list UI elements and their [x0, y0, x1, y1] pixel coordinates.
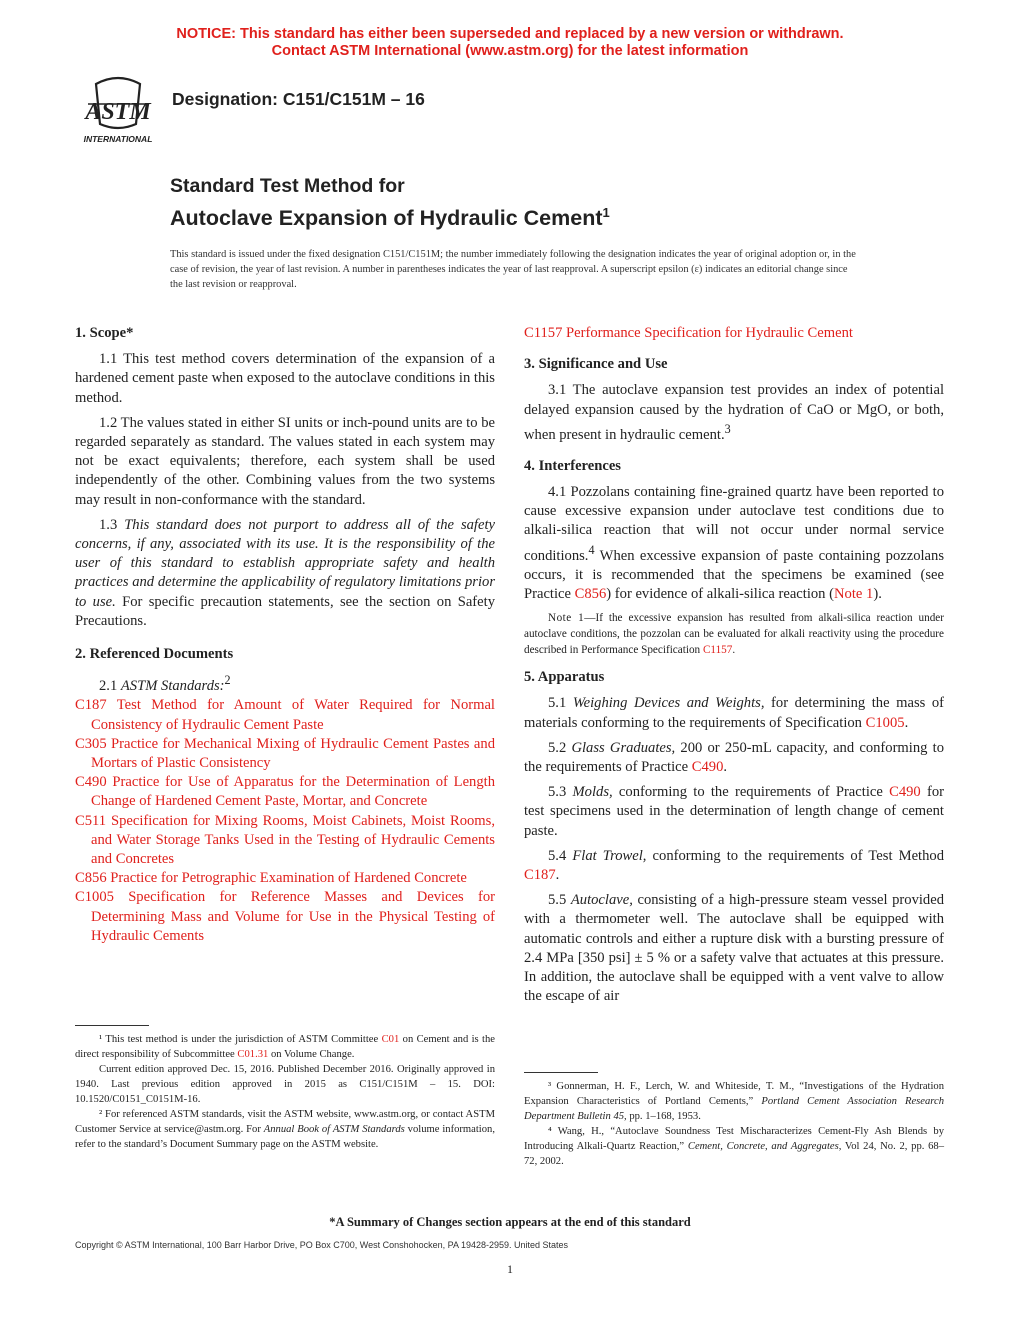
apparatus-5-4-italic: Flat Trowel,: [572, 847, 647, 864]
apparatus-5-1: 5.1 Weighing Devices and Weights, for determining the mass of materials conforming to the requirements of Specification C1005.: [524, 695, 945, 731]
apparatus-5-4-number: 5.4: [548, 847, 573, 864]
link-c856[interactable]: C856: [574, 585, 607, 602]
footnote-1: [75, 1032, 495, 1062]
summary-of-changes-note: *A Summary of Changes section appears at the end of this standard: [329, 1215, 691, 1229]
footnote-1-text-c: on Volume Change.: [268, 1049, 355, 1060]
link-c1005[interactable]: C1005: [865, 714, 905, 731]
apparatus-5-4: 5.4 Flat Trowel, conforming to the requirements of Test Method C187.: [524, 847, 944, 883]
note-1-label: Note 1: [548, 612, 585, 625]
title-line-2: Autoclave Expansion of Hydraulic Cement: [170, 206, 603, 231]
astm-logo: [74, 74, 162, 146]
note-1-text: —If the excessive expansion has resulted from alkali-silica reaction under autoclave conditions, the pozzolan can be evaluated for alkali reactivity using the procedure described in Performance Specification: [524, 612, 944, 657]
ref-c490[interactable]: C490 Practice for Use of Apparatus for the Determination of Length Change of Hardened Cement Paste, Mortar, and Concrete: [75, 774, 495, 810]
left-footnotes: [75, 1025, 495, 1152]
footnote-4-italic: Cement, Concrete, and Aggregates,: [687, 1141, 842, 1152]
refdocs-footnote-ref[interactable]: 2: [224, 673, 231, 688]
link-c01[interactable]: C01: [381, 1034, 400, 1045]
apparatus-5-3: [524, 783, 944, 841]
interferences-text-d: ).: [873, 585, 882, 602]
apparatus-5-2: 5.2 Glass Graduates, 200 or 250-mL capacity, and conforming to the requirements of Practice C490.: [524, 739, 944, 775]
apparatus-5-2-number: 5.2: [548, 739, 572, 756]
footnote-rule: [75, 1025, 149, 1026]
link-note-1[interactable]: Note 1: [834, 585, 874, 602]
apparatus-5-5: [524, 891, 944, 1006]
footnote-2: [75, 1107, 495, 1152]
link-c490-molds[interactable]: C490: [889, 784, 921, 801]
apparatus-5-3-tail: for test specimens used in the determination of length change of cement paste.: [524, 784, 944, 839]
apparatus-5-5-number: 5.5: [548, 892, 571, 909]
footnote-1-edition: Current edition approved Dec. 15, 2016. Published December 2016. Originally approved in 1940. Last previous edition approved in 2015 as C151/C151M – 15. DOI: 10.1520/C0151_C0151M-16.: [75, 1064, 495, 1105]
note-1: [524, 610, 944, 658]
copyright: Copyright © ASTM International, 100 Barr Harbor Drive, PO Box C700, West Conshohocken, PA 19428-2959. United States: [75, 1240, 569, 1250]
footnote-rule-right: [524, 1072, 598, 1073]
astm-logo-mark: [83, 78, 152, 128]
footnote-3-text-a: ³ Gonnerman, H. F., Lerch, W. and Whiteside, T. M., “Investigations of the Hydration Expansion Characteristics of Portland Cements,”: [524, 1081, 944, 1107]
apparatus-5-3-number: 5.3: [548, 784, 573, 801]
interferences-text-a: 4.1 Pozzolans containing fine-grained quartz have been reported to cause excessive expansion under autoclave test conditions due to alkali-silica reaction that will not occur under normal service conditions.: [524, 484, 944, 564]
ref-c856[interactable]: C856 Practice for Petrographic Examination of Hardened Concrete: [75, 870, 467, 887]
designation: Designation: C151/C151M – 16: [172, 89, 425, 109]
left-column: [75, 324, 495, 946]
interferences-footnote-ref[interactable]: 4: [588, 542, 595, 557]
interferences-text-b: When excessive expansion of paste containing pozzolans occurs, it is recommended that the specimens be examined (see Practice: [524, 547, 944, 602]
title-footnote-ref[interactable]: 1: [602, 205, 610, 220]
notice-line-2: Contact ASTM International (www.astm.org) for the latest information: [271, 43, 749, 59]
page-number: 1: [507, 1262, 513, 1276]
footnote-3-text-b: pp. 1–168, 1953.: [626, 1111, 701, 1122]
footnote-3-italic: Portland Cement Association Research Department Bulletin 45,: [524, 1096, 944, 1122]
apparatus-5-1-text: for determining the mass of materials conforming to the requirements of Specification: [524, 695, 945, 731]
footnote-1-text-a: ¹ This test method is under the jurisdiction of ASTM Committee: [99, 1034, 382, 1045]
footnote-4-text-b: Vol 24, No. 2, pp. 68–72, 2002.: [524, 1141, 945, 1167]
apparatus-5-2-text: 200 or 250-mL capacity, and conforming to the requirements of Practice: [524, 739, 944, 775]
footnote-1-text-b: on Cement and is the direct responsibility of Subcommittee: [75, 1034, 495, 1060]
scope-1-1: 1.1 This test method covers determination of the expansion of a hardened cement paste when exposed to the autoclave conditions in this method.: [75, 351, 495, 406]
apparatus-5-1-number: 5.1: [548, 695, 573, 712]
significance-footnote-ref[interactable]: 3: [724, 421, 731, 436]
interferences-text-c: ) for evidence of alkali-silica reaction (: [606, 585, 834, 602]
notice-line-1: NOTICE: This standard has either been superseded and replaced by a new version or withdrawn.: [176, 26, 844, 42]
section-significance-heading: 3. Significance and Use: [524, 356, 668, 373]
refdocs-2-1-number: 2.1: [99, 678, 121, 695]
link-c1157[interactable]: C1157: [702, 644, 733, 657]
link-c187[interactable]: C187: [524, 866, 556, 883]
right-footnotes: [524, 1072, 944, 1169]
ref-c1157[interactable]: C1157 Performance Specification for Hydraulic Cement: [524, 325, 853, 341]
logo-subtitle: INTERNATIONAL: [83, 134, 153, 144]
section-refdocs-heading: 2. Referenced Documents: [75, 646, 234, 663]
logo-letters: ASTM: [85, 99, 151, 125]
ref-c305[interactable]: C305 Practice for Mechanical Mixing of Hydraulic Cement Pastes and Mortars of Plastic Consistency: [75, 735, 495, 771]
apparatus-5-5-text: consisting of a high-pressure steam vessel provided with a thermometer well. The autoclave shall be equipped with automatic controls and either a rupture disk with a bursting pressure of 2.4 MPa [350 psi] ± 5 % or a safety valve that actuates at this pressure. In addition, the autoclave shall be equipped with a vent valve to allow the escape of air: [524, 892, 945, 1005]
section-scope-heading: 1. Scope*: [75, 325, 134, 341]
refdocs-2-1-italic: ASTM Standards:: [120, 678, 225, 695]
apparatus-5-1-italic: Weighing Devices and Weights,: [572, 695, 765, 712]
footnote-2-text-a: ² For referenced ASTM standards, visit the ASTM website, www.astm.org, or contact ASTM Customer Service at service@astm.org. For: [75, 1109, 495, 1135]
footnote-2-italic: Annual Book of ASTM Standards: [263, 1124, 405, 1135]
apparatus-5-3-text: conforming to the requirements of Practice: [612, 784, 890, 801]
footnote-4: [524, 1124, 944, 1169]
footnote-4-text-a: ⁴ Wang, H., “Autoclave Soundness Test Mischaracterizes Cement-Fly Ash Blends by Introducing Alkali-Quartz Reaction,”: [524, 1126, 944, 1152]
document-title: [170, 174, 610, 232]
note-1-end: .: [732, 644, 736, 657]
scope-1-2: 1.2 The values stated in either SI units or inch-pound units are to be regarded separately as standard. The values stated in each system may not be exact equivalents; therefore, each system shall be used independently of the other. Combining values from the two systems may result in non-conformance with the standard.: [75, 414, 495, 508]
ref-c187[interactable]: C187 Test Method for Amount of Water Required for Normal Consistency of Hydraulic Cement Paste: [75, 697, 495, 733]
apparatus-5-2-italic: Glass Graduates,: [571, 739, 676, 756]
apparatus-5-5-italic: Autoclave,: [570, 892, 633, 909]
notice-banner: [0, 26, 1020, 60]
scope-1-3-number: 1.3: [99, 516, 125, 533]
significance-3-1: [524, 381, 944, 444]
scope-1-3-italic: This standard does not purport to address all of the safety concerns, if any, associated with its use. It is the responsibility of the user of this standard to establish appropriate safety and health practices and determine the applicability of regulatory limitations prior to use.: [75, 516, 495, 610]
refdocs-2-1: [75, 671, 495, 696]
title-line-1: Standard Test Method for: [170, 175, 405, 197]
issued-note: This standard is issued under the fixed designation C151/C151M; the number immediately following the designation indicates the year of original adoption or, in the case of revision, the year of last revision. A number in parentheses indicates the year of last reapproval. A superscript epsilon (ε) indicates an editorial change since the last revision or reapproval.: [170, 249, 856, 290]
apparatus-5-3-italic: Molds,: [572, 784, 613, 801]
ref-c1005[interactable]: C1005 Specification for Reference Masses and Devices for Determining Mass and Volume for Use in the Physical Testing of Hydraulic Cements: [75, 889, 495, 944]
scope-1-3: [75, 516, 495, 631]
section-interferences-heading: 4. Interferences: [524, 457, 621, 474]
link-c490[interactable]: C490: [691, 758, 724, 775]
footnote-2-text-b: volume information, refer to the standard’s Document Summary page on the ASTM website.: [75, 1124, 495, 1150]
ref-c511[interactable]: C511 Specification for Mixing Rooms, Moist Cabinets, Moist Rooms, and Water Storage Tanks Used in the Testing of Hydraulic Cements and Concretes: [75, 812, 495, 867]
link-c01-31[interactable]: C01.31: [237, 1049, 269, 1060]
footnote-3: [524, 1079, 944, 1124]
scope-1-3-tail: For specific precaution statements, see the section on Safety Precautions.: [75, 593, 495, 629]
significance-3-1-text: 3.1 The autoclave expansion test provides an index of potential delayed expansion caused by the hydration of CaO or MgO, or both, when present in hydraulic cement.: [524, 382, 944, 443]
apparatus-5-4-text: conforming to the requirements of Test Method: [646, 847, 944, 864]
section-apparatus-heading: 5. Apparatus: [524, 669, 605, 686]
interferences-4-1: [524, 483, 944, 604]
right-column: [524, 324, 944, 1012]
